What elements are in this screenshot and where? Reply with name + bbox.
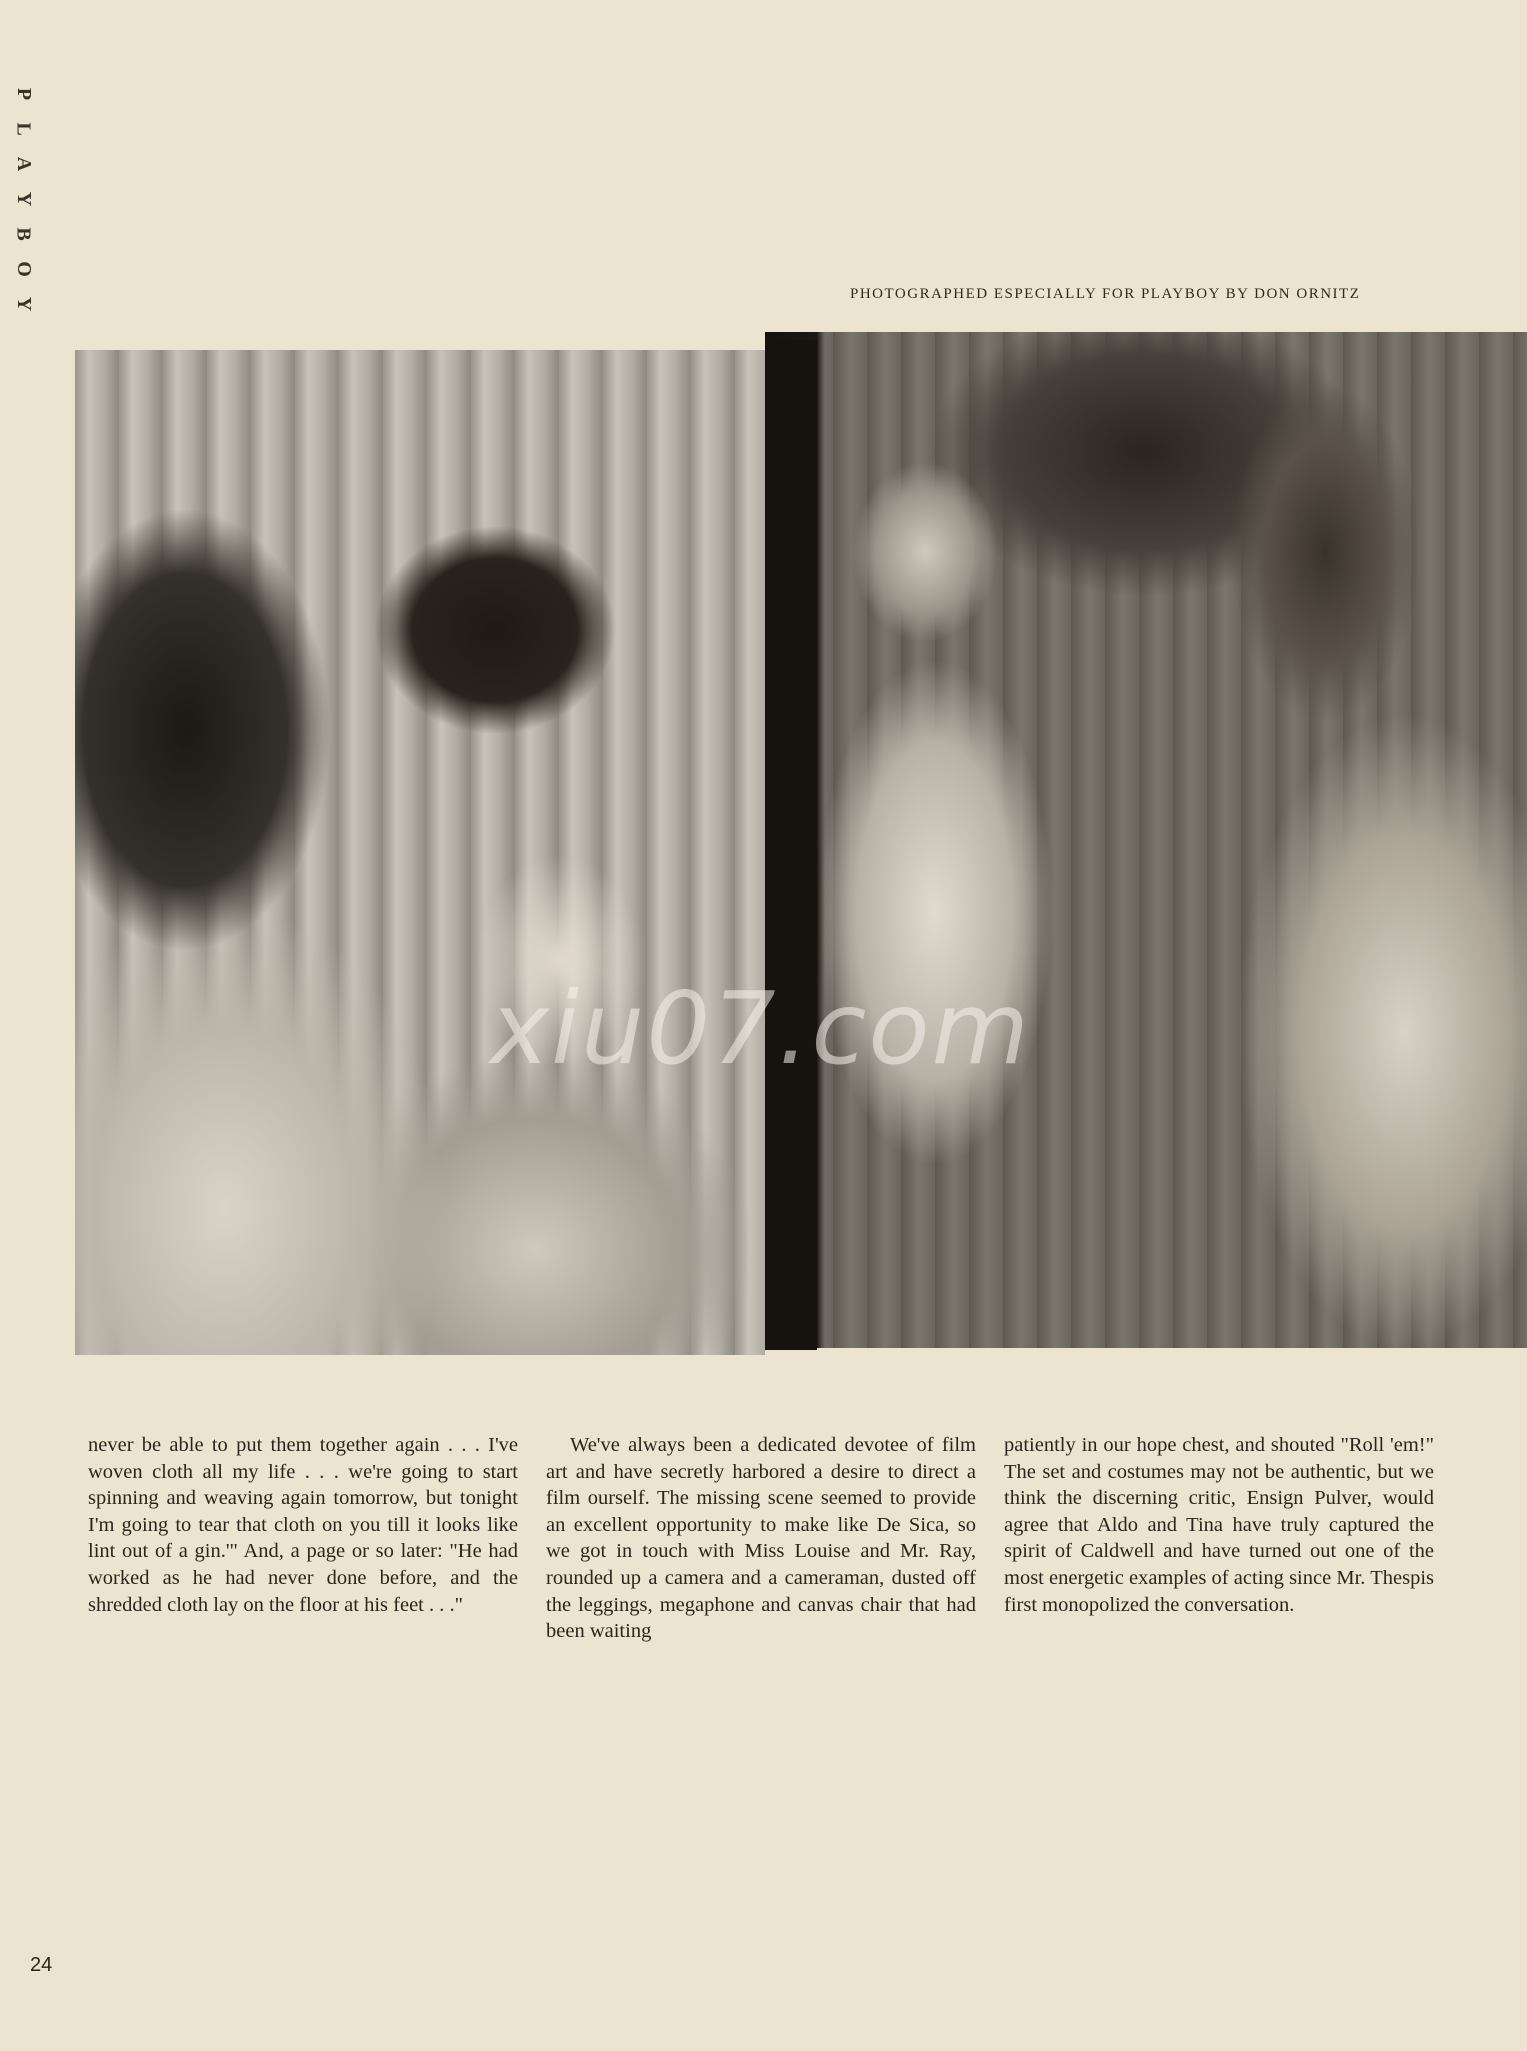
running-head xyxy=(8,84,40,314)
running-head-letter: A xyxy=(12,156,35,172)
page-number: 24 xyxy=(30,1954,53,1976)
photo-credit: PHOTOGRAPHED ESPECIALLY FOR PLAYBOY BY DON ORNITZ xyxy=(850,286,1361,302)
article-column-1 xyxy=(88,1432,518,1645)
watermark: xiu07.com xyxy=(490,970,1031,1087)
running-head-letter: L xyxy=(13,122,35,136)
article-column-3 xyxy=(1004,1432,1434,1645)
running-head-letter: Y xyxy=(12,296,35,312)
running-head-letter: O xyxy=(13,261,35,277)
article-column-2 xyxy=(546,1432,976,1645)
column-text: never be able to put them together again . . . I've woven cloth all my life . . . we're going to start spinning and weaving again tomorrow, but tonight I'm going to tear that cloth on you till it looks like lint out of a gin.'" And, a page or so later: "He had worked as he had never done before, and the shredded cloth lay on the floor at his feet . . ." xyxy=(88,1434,518,1616)
photo-left xyxy=(75,350,765,1355)
photo-divider xyxy=(765,340,817,1350)
running-head-letter: P xyxy=(13,87,35,101)
article-columns xyxy=(88,1432,1448,1645)
running-head-letter: B xyxy=(13,227,35,241)
photo-right xyxy=(765,332,1527,1348)
column-text: patiently in our hope chest, and shouted "Roll 'em!" The set and costumes may not be authentic, but we think the discerning critic, Ensign Pulver, would agree that Aldo and Tina have truly captured the spirit of Caldwell and have turned out one of the most energetic examples of acting since Mr. Thespis first monopolized the conversation. xyxy=(1004,1434,1434,1616)
running-head-letter: Y xyxy=(12,191,35,207)
column-text: We've always been a dedicated devotee of film art and have secretly harbored a desire to direct a film ourself. The missing scene seemed to provide an excellent opportunity to make like De Sica, so we got in touch with Miss Louise and Mr. Ray, rounded up a camera and a cameraman, dusted off the leggings, megaphone and canvas chair that had been waiting xyxy=(546,1434,976,1643)
